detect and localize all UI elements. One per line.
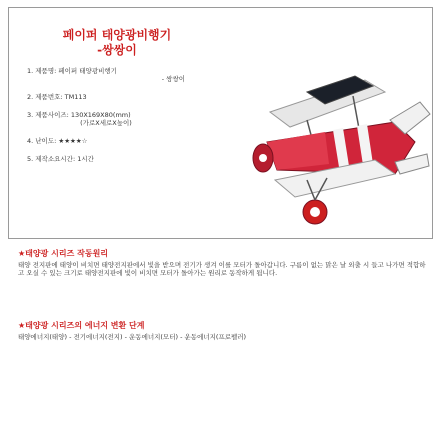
section-title: ★태양광 시리즈의 에너지 변환 단계 xyxy=(18,321,145,330)
spec-sub: (가로X세로X높이) xyxy=(80,119,132,127)
spec-item xyxy=(27,93,207,101)
spec-item xyxy=(27,111,207,127)
section-title: ★태양광 시리즈 작동원리 xyxy=(18,249,109,258)
spec-main: 3. 제품사이즈: 130X169X80(mm) xyxy=(27,111,131,119)
spec-main: 5. 제작소요시간: 1시간 xyxy=(27,155,94,163)
product-info xyxy=(27,28,207,173)
spec-item xyxy=(27,137,207,145)
spec-sub: - 쌍쌍이 xyxy=(161,75,185,83)
spec-list xyxy=(27,67,207,163)
spec-main: 2. 제품번호: TM113 xyxy=(27,93,87,101)
product-title-line1: 페이퍼 태양광비행기 xyxy=(62,28,172,42)
section-body: 태양 전지판에 태양이 비치면 태양전지판에서 빛을 받으며 전기가 생겨 이를 모터가 돌아갑니다. 구름이 없는 맑은 날 외출 시 들고 나가면 적합하고 오실 수 있는 크기로 태양전지판에 빛이 비치면 모터가 돌아가는 원리로 동작하게 됩니다. xyxy=(18,261,426,277)
product-title-line2: -쌍쌍이 xyxy=(97,43,137,57)
product-card xyxy=(8,7,433,239)
spec-item xyxy=(27,155,207,163)
solar-biplane-image xyxy=(245,62,431,238)
spec-main: 4. 난이도: ★★★★☆ xyxy=(27,137,88,145)
section-working-principle xyxy=(18,250,428,277)
spec-item xyxy=(27,67,207,83)
section-energy-conversion xyxy=(18,322,428,341)
section-body: 태양에너지(태양) - 전기에너지(전지) - 운동에너지(모터) - 운동에너지(프로펠러) xyxy=(18,333,247,341)
spec-main: 1. 제품명: 페이퍼 태양광비행기 xyxy=(27,67,117,75)
product-title xyxy=(27,28,207,58)
